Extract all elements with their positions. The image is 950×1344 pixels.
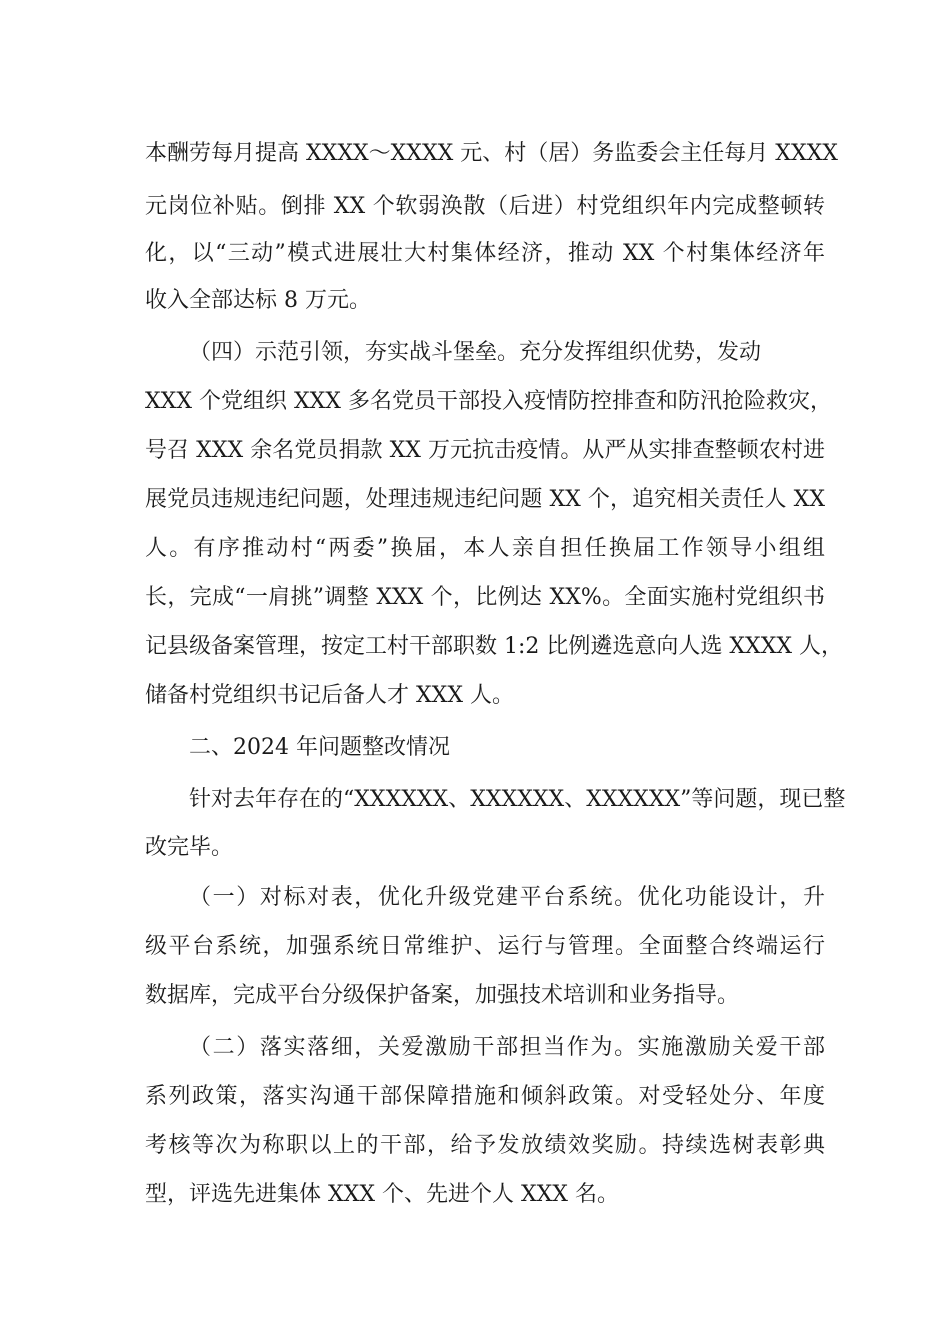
text-line: 展党员违规违纪问题，处理违规违纪问题 XX 个，追究相关责任人 XX bbox=[145, 487, 825, 512]
text-line: 长，完成“一肩挑”调整 XXX 个，比例达 XX%。全面实施村党组织书 bbox=[145, 585, 825, 610]
text-line: 元岗位补贴。倒排 XX 个软弱涣散（后进）村党组织年内完成整顿转 bbox=[145, 194, 825, 219]
text-line: 记县级备案管理，按定工村干部职数 1:2 比例遴选意向人选 XXXX 人， bbox=[145, 634, 844, 659]
text-line: 本酬劳每月提高 XXXX～XXXX 元、村（居）务监委会主任每月 XXXX bbox=[145, 141, 838, 166]
text-line: 级平台系统，加强系统日常维护、运行与管理。全面整合终端运行 bbox=[145, 934, 825, 959]
text-line: 改完毕。 bbox=[145, 835, 234, 860]
text-line: 号召 XXX 余名党员捐款 XX 万元抗击疫情。从严从实排查整顿农村进 bbox=[145, 438, 825, 463]
text-line: XXX 个党组织 XXX 多名党员干部投入疫情防控排查和防汛抢险救灾， bbox=[145, 389, 832, 414]
text-line: （四）示范引领，夯实战斗堡垒。充分发挥组织优势，发动 bbox=[189, 340, 762, 365]
text-line: （一）对标对表，优化升级党建平台系统。优化功能设计，升 bbox=[189, 885, 825, 910]
text-line: 系列政策，落实沟通干部保障措施和倾斜政策。对受轻处分、年度 bbox=[145, 1084, 825, 1109]
text-line: 化，以“三动”模式进展壮大村集体经济，推动 XX 个村集体经济年 bbox=[145, 241, 825, 266]
text-line: 人。有序推动村“两委”换届，本人亲自担任换届工作领导小组组 bbox=[145, 536, 825, 561]
text-line: 收入全部达标 8 万元。 bbox=[145, 288, 371, 313]
text-line: 针对去年存在的“XXXXXX、XXXXXX、XXXXXX”等问题，现已整 bbox=[189, 787, 846, 812]
text-line: 考核等次为称职以上的干部，给予发放绩效奖励。持续选树表彰典 bbox=[145, 1133, 825, 1158]
text-line: 型，评选先进集体 XXX 个、先进个人 XXX 名。 bbox=[145, 1182, 619, 1207]
text-line: 储备村党组织书记后备人才 XXX 人。 bbox=[145, 683, 514, 708]
section-heading: 二、2024 年问题整改情况 bbox=[189, 735, 450, 760]
text-line: 数据库，完成平台分级保护备案，加强技术培训和业务指导。 bbox=[145, 983, 740, 1008]
text-line: （二）落实落细，关爱激励干部担当作为。实施激励关爱干部 bbox=[189, 1035, 825, 1060]
